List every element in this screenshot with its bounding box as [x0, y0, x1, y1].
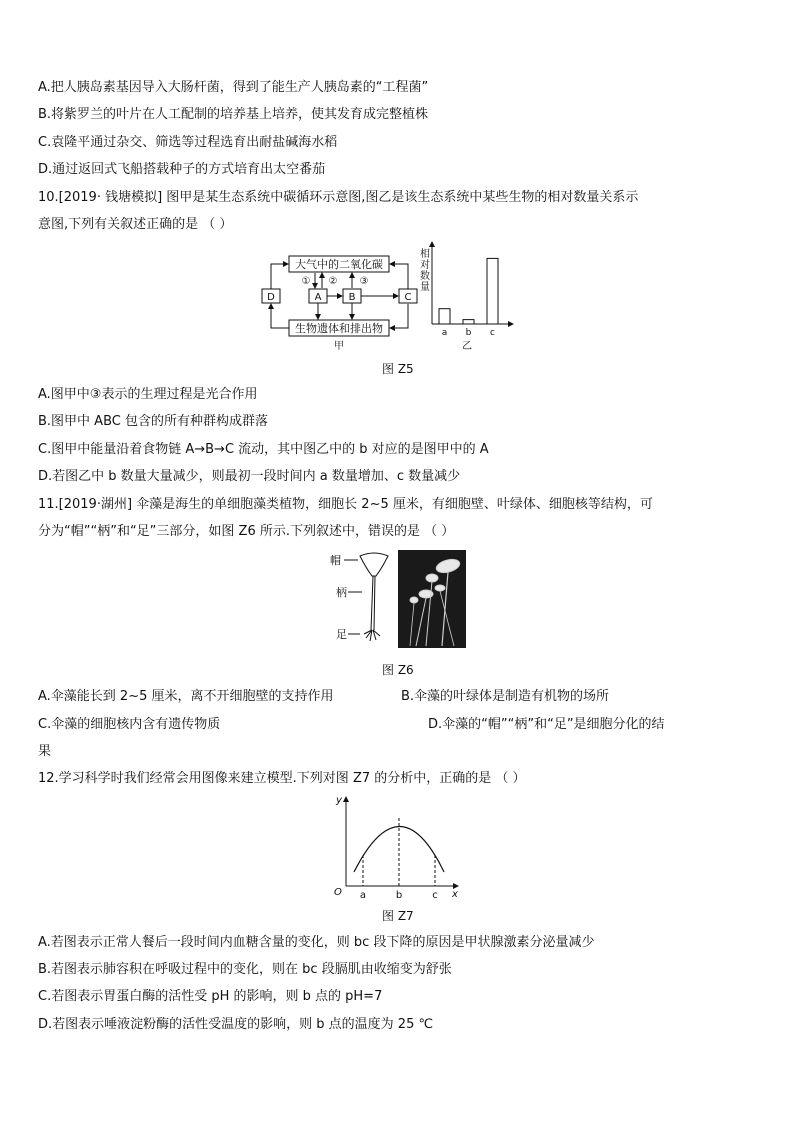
bar-c [487, 258, 498, 324]
bar-a [439, 309, 450, 324]
graph-label-o: O [334, 887, 342, 898]
q12-option-a: A.若图表示正常人餐后一段时间内血糖含量的变化，则 bc 段下降的原因是甲状腺激素分泌量减少 [38, 935, 595, 950]
graph-label-x: x [452, 889, 458, 900]
figure-z5 [255, 238, 525, 353]
label-box-a: A [314, 292, 322, 303]
q9-option-a: A.把人胰岛素基因导入大肠杆菌，得到了能生产人胰岛素的“工程菌” [38, 80, 429, 95]
q12-stem: 12.学习科学时我们经常会用图像来建立模型.下列对图 Z7 的分析中，正确的是 （ ） [38, 771, 526, 786]
label-jia: 甲 [334, 341, 344, 352]
q9-option-c: C.袁隆平通过杂交、筛选等过程选育出耐盐碱海水稻 [38, 135, 338, 150]
q10-option-c: C.图甲中能量沿着食物链 A→B→C 流动，其中图乙中的 b 对应的是图甲中的 A [38, 442, 489, 457]
label-box-b: B [348, 292, 356, 303]
q10-option-d: D.若图乙中 b 数量大量减少，则最初一段时间内 a 数量增加、c 数量减少 [38, 469, 461, 484]
q11-option-d-line1: D.伞藻的“帽”“柄”和“足”是细胞分化的结 [428, 717, 665, 732]
figure-z6 [330, 548, 470, 653]
q10-stem-line1: 10.[2019· 钱塘模拟] 图甲是某生态系统中碳循环示意图,图乙是该生态系统中某些生物的相对数量关系示 [38, 190, 639, 205]
q11-option-c: C.伞藻的细胞核内含有遗传物质 [38, 717, 221, 732]
q11-option-d-line2: 果 [38, 744, 52, 759]
arrow-d-to-air [271, 264, 288, 289]
figure-z6-caption: 图 Z6 [382, 663, 414, 677]
label-atmosphere-co2: 大气中的二氧化碳 [295, 258, 383, 271]
q11-option-b: B.伞藻的叶绿体是制造有机物的场所 [401, 689, 610, 704]
graph-label-c: c [432, 890, 438, 901]
q11-stem-line2: 分为“帽”“柄”和“足”三部分，如图 Z6 所示.下列叙述中，错误的是 （ ） [38, 524, 455, 539]
q10-option-b: B.图甲中 ABC 包含的所有种群构成群落 [38, 414, 268, 429]
figure-z5-caption: 图 Z5 [382, 362, 414, 376]
arrow-remains-to-d [271, 304, 289, 328]
label-remains: 生物遗体和排出物 [295, 322, 383, 335]
label-mark-2: ② [328, 276, 338, 287]
bar-label-c: c [490, 328, 495, 338]
q11-stem-line1: 11.[2019·湖州] 伞藻是海生的单细胞藻类植物，细胞长 2~5 厘米，有细胞壁、叶绿体、细胞核等结构，可 [38, 497, 653, 512]
q12-option-c: C.若图表示胃蛋白酶的活性受 pH 的影响，则 b 点的 pH=7 [38, 989, 383, 1004]
graph-label-a: a [359, 890, 367, 901]
bar-b [463, 320, 474, 324]
label-stalk: 柄 [336, 586, 347, 599]
arrow-c-to-air [390, 264, 408, 289]
q12-option-b: B.若图表示肺容积在呼吸过程中的变化，则在 bc 段膈肌由收缩变为舒张 [38, 962, 452, 977]
label-foot: 足 [336, 628, 347, 641]
label-box-d: D [267, 292, 275, 303]
label-mark-3: ③ [359, 276, 369, 287]
q10-stem-line2: 意图,下列有关叙述正确的是 （ ） [38, 217, 233, 232]
chart-ylabel: 相对数量 [417, 248, 429, 292]
q9-option-d: D.通过返回式飞船搭载种子的方式培育出太空番茄 [38, 162, 326, 177]
bar-label-a: a [441, 328, 448, 338]
bar-label-b: b [465, 328, 472, 338]
arrow-c-to-remains [390, 304, 408, 328]
acetabularia-sketch [344, 553, 388, 641]
label-mark-1: ① [301, 276, 311, 287]
label-yi: 乙 [462, 341, 472, 352]
graph-label-b: b [395, 890, 403, 901]
q11-option-a: A.伞藻能长到 2~5 厘米，离不开细胞壁的支持作用 [38, 689, 334, 704]
bar-chart-yi [418, 242, 514, 352]
graph-label-y: y [336, 795, 342, 806]
figure-z7 [328, 793, 468, 903]
label-cap: 帽 [330, 554, 341, 567]
q12-option-d: D.若图表示唾液淀粉酶的活性受温度的影响，则 b 点的温度为 25 ℃ [38, 1017, 434, 1032]
q9-option-b: B.将紫罗兰的叶片在人工配制的培养基上培养，使其发育成完整植株 [38, 107, 429, 122]
figure-z7-caption: 图 Z7 [382, 909, 414, 923]
q10-option-a: A.图甲中③表示的生理过程是光合作用 [38, 387, 258, 402]
label-box-c: C [404, 292, 412, 303]
